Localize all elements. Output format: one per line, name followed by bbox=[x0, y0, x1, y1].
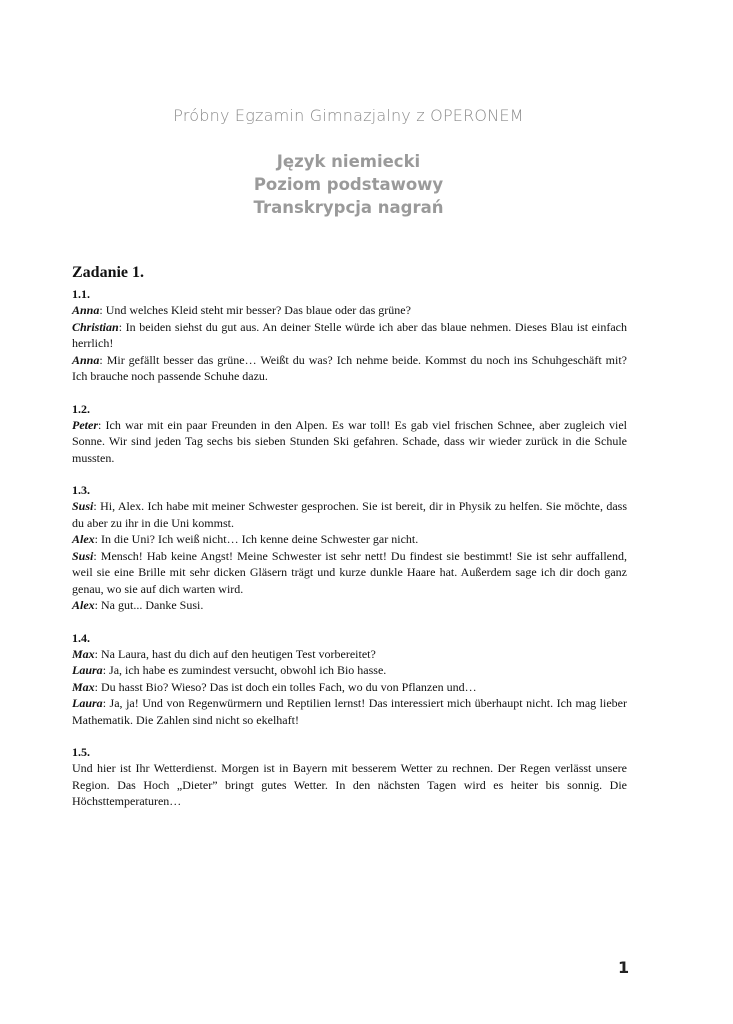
subject-level: Poziom podstawowy bbox=[253, 175, 444, 194]
line-text: : In beiden siehst du gut aus. An deiner Stelle würde ich aber das blaue nehmen. Dieses Blau ist einfach herrlich! bbox=[72, 319, 627, 350]
speaker-name: Alex bbox=[72, 532, 95, 546]
task-section bbox=[72, 286, 627, 385]
subject-type: Transkrypcja nagrań bbox=[253, 198, 444, 217]
dialogue-line bbox=[72, 417, 627, 467]
task-sections bbox=[72, 286, 627, 810]
section-number: 1.1. bbox=[72, 287, 90, 301]
line-text: : Hi, Alex. Ich habe mit meiner Schwester gesprochen. Sie ist bereit, dir in Physik zu helfen. Sie möchte, dass du aber zu ihr in die Uni kommst. bbox=[72, 499, 627, 530]
dialogue-line bbox=[72, 662, 627, 679]
page-number: 1 bbox=[618, 958, 630, 977]
line-text: : Mensch! Hab keine Angst! Meine Schwester ist sehr nett! Du findest sie bestimmt! Sie ist sehr auffallend, weil sie eine Brille mit sehr dicken Gläsern trägt und kurze dunkle Haare hat. Außerdem sage ich dir doch ganz genau, wo sie auf dich warten wird. bbox=[72, 548, 627, 596]
speaker-name: Laura bbox=[72, 663, 103, 677]
speaker-name: Anna bbox=[72, 303, 100, 317]
dialogue-line bbox=[72, 679, 627, 696]
section-number: 1.5. bbox=[72, 745, 90, 759]
speaker-name: Alex bbox=[72, 598, 95, 612]
dialogue-line bbox=[72, 760, 627, 810]
dialogue-line bbox=[72, 695, 627, 728]
task-title: Zadanie 1. bbox=[72, 264, 145, 281]
line-text: : Mir gefällt besser das grüne… Weißt du was? Ich nehme beide. Kommst du noch ins Schuhgeschäft mit? Ich brauche noch passende Schuhe dazu. bbox=[72, 352, 627, 383]
speaker-name: Max bbox=[72, 646, 95, 661]
task-section bbox=[72, 482, 627, 614]
subject-heading bbox=[0, 150, 697, 219]
line-text: : Ja, ich habe es zumindest versucht, obwohl ich Bio hasse. bbox=[102, 663, 387, 677]
section-number: 1.3. bbox=[72, 483, 90, 497]
dialogue-line bbox=[72, 352, 627, 385]
dialogue-line bbox=[72, 548, 627, 598]
dialogue-line bbox=[72, 597, 627, 614]
dialogue-line bbox=[72, 531, 627, 548]
speaker-name: Christian bbox=[72, 319, 119, 334]
line-text: : Ja, ja! Und von Regenwürmern und Reptilien lernst! Das interessiert mich überhaupt nicht. Ich mag lieber Mathematik. Die Zahlen sind nicht so ekelhaft! bbox=[72, 696, 627, 727]
speaker-name: Laura bbox=[72, 696, 103, 710]
section-number: 1.2. bbox=[72, 401, 90, 416]
task-section bbox=[72, 401, 627, 467]
line-text: : Na Laura, hast du dich auf den heutigen Test vorbereitet? bbox=[94, 646, 376, 661]
dialogue-line bbox=[72, 646, 627, 663]
task-section bbox=[72, 630, 627, 729]
dialogue-line bbox=[72, 302, 627, 319]
speaker-name: Susi bbox=[72, 548, 94, 563]
line-text: Und hier ist Ihr Wetterdienst. Morgen ist in Bayern mit besserem Wetter zu rechnen. Der Regen verlässt unsere Region. Das Hoch „Dieter” bringt gutes Wetter. In den nächsten Tagen wird es heiter bis sonnig. Die Höchsttemperaturen… bbox=[72, 761, 627, 808]
line-text: : Na gut... Danke Susi. bbox=[94, 598, 204, 612]
section-number: 1.4. bbox=[72, 630, 90, 645]
speaker-name: Peter bbox=[72, 417, 98, 432]
line-text: : Und welches Kleid steht mir besser? Das blaue oder das grüne? bbox=[99, 303, 411, 317]
speaker-name: Anna bbox=[72, 352, 100, 367]
line-text: : In die Uni? Ich weiß nicht… Ich kenne deine Schwester gar nicht. bbox=[94, 532, 419, 546]
dialogue-line bbox=[72, 319, 627, 352]
dialogue-line bbox=[72, 498, 627, 531]
subject-language: Język niemiecki bbox=[276, 152, 421, 171]
speaker-name: Susi bbox=[72, 499, 94, 513]
transcript-content bbox=[72, 263, 627, 826]
line-text: : Ich war mit ein paar Freunden in den Alpen. Es war toll! Es gab viel frischen Schnee, aber zugleich viel Sonne. Wir sind jeden Tag sechs bis sieben Stunden Ski gefahren. Schade, dass wir wieder zurück in die Schule mussten. bbox=[72, 417, 627, 465]
task-section bbox=[72, 744, 627, 810]
speaker-name: Max bbox=[72, 679, 95, 694]
series-title: Próbny Egzamin Gimnazjalny z OPERONEM bbox=[173, 106, 524, 125]
line-text: : Du hasst Bio? Wieso? Das ist doch ein tolles Fach, wo du von Pflanzen und… bbox=[94, 679, 477, 694]
